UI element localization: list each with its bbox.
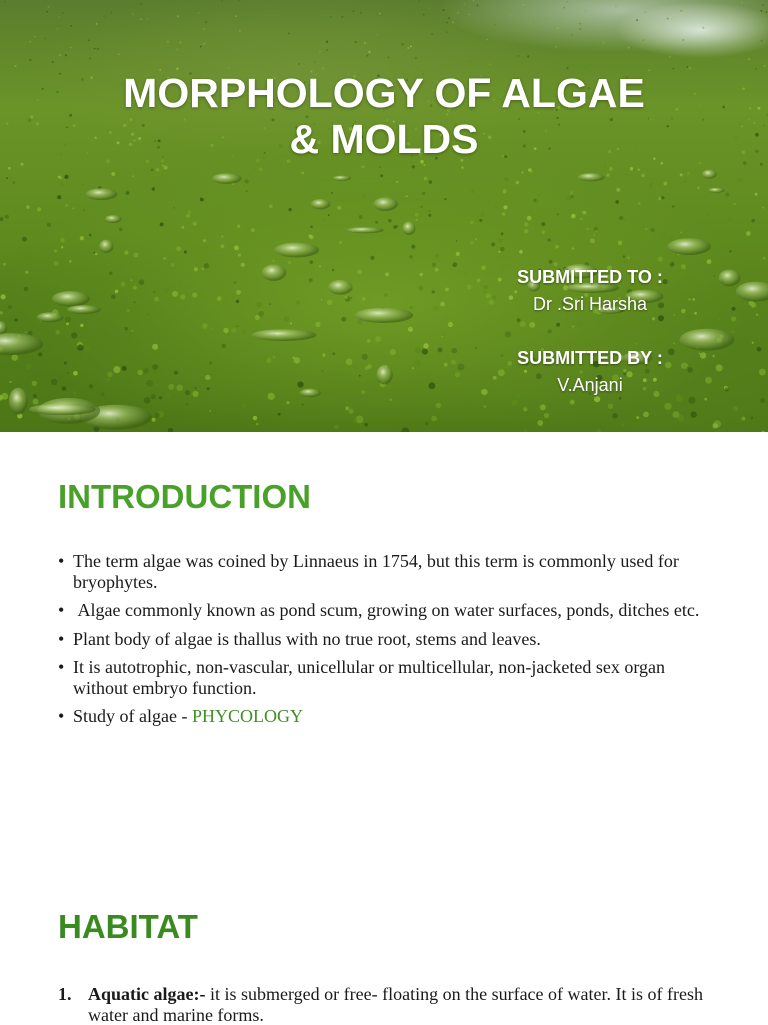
bullet-icon: • [58, 600, 65, 620]
bullet-icon: • [58, 706, 65, 726]
habitat-term: Aquatic algae:- [88, 984, 206, 1004]
introduction-bullet-list [58, 551, 718, 735]
bullet-text-prefix: Study of algae - [73, 706, 192, 726]
title-slide [0, 0, 768, 432]
bullet-item [58, 706, 718, 727]
bullet-icon: • [58, 628, 65, 649]
habitat-item [58, 984, 718, 1025]
habitat-heading: HABITAT [58, 908, 198, 945]
phycology-term: PHYCOLOGY [191, 706, 303, 726]
submitted-by-name: V.Anjani [557, 375, 623, 395]
bullet-icon: • [58, 657, 65, 677]
submitted-by-label: SUBMITTED BY : [517, 348, 663, 368]
submitted-to-name: Dr .Sri Harsha [532, 294, 648, 314]
habitat-description: it is submerged or free- floating on the surface of water. It is of fresh water and marine forms. [88, 984, 708, 1025]
habitat-slide [0, 864, 768, 1024]
credits-block [480, 266, 700, 396]
item-number: 1. [58, 984, 72, 1004]
bullet-text: It is autotrophic, non-vascular, unicellular or multicellular, non-jacketed sex organ without embryo function. [73, 657, 666, 698]
title-line-2: & MOLDS [289, 116, 479, 162]
bullet-text: Plant body of algae is thallus with no true root, stems and leaves. [73, 628, 541, 649]
bullet-text: The term algae was coined by Linnaeus in 1754, but this term is commonly used for bryophytes. [73, 551, 679, 592]
habitat-list [58, 984, 718, 1025]
bullet-item [58, 551, 718, 592]
bullet-icon: • [58, 551, 65, 571]
title-line-1: MORPHOLOGY OF ALGAE [123, 70, 645, 116]
submitted-to-label: SUBMITTED TO : [517, 267, 663, 287]
introduction-slide [0, 432, 768, 864]
bullet-item [58, 657, 718, 698]
introduction-heading: INTRODUCTION [58, 478, 311, 515]
presentation-title [0, 70, 768, 162]
bullet-item [58, 629, 718, 650]
bullet-text: Algae commonly known as pond scum, growing on water surfaces, ponds, ditches etc. [73, 600, 700, 620]
bullet-item [58, 600, 718, 621]
